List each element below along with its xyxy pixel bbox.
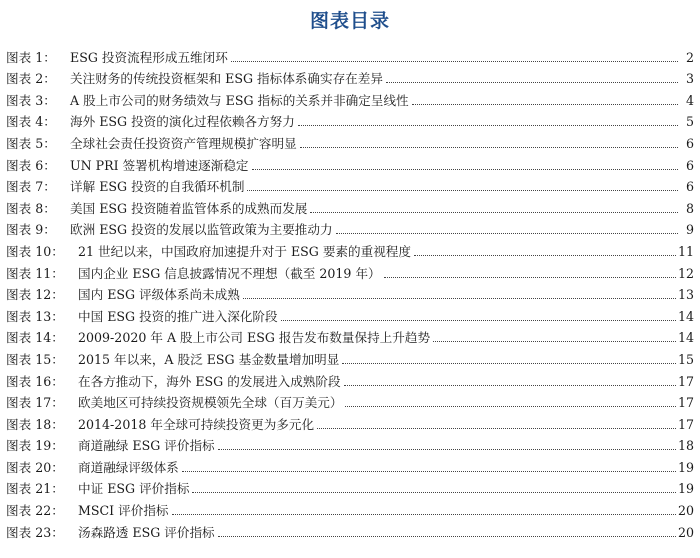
entry-page-number: 6 (685, 157, 694, 173)
entry-title: MSCI 评价指标 (78, 503, 169, 519)
entry-label: 图表 4： (6, 114, 56, 130)
entry-label: 图表 8： (6, 200, 56, 216)
toc-entry[interactable] (6, 44, 694, 66)
entry-label: 图表 14： (6, 330, 64, 346)
entry-title: 21 世纪以来，中国政府加速提升对于 ESG 要素的重视程度 (78, 243, 411, 259)
entry-title: 国内企业 ESG 信息披露情况不理想（截至 2019 年） (78, 265, 381, 281)
entry-title: 国内 ESG 评级体系尚未成熟 (78, 287, 240, 303)
toc-entry[interactable] (6, 66, 694, 88)
dot-leader (298, 125, 678, 126)
toc-entry[interactable] (6, 519, 694, 541)
entry-title: 中证 ESG 评价指标 (78, 481, 190, 497)
dot-leader (336, 233, 678, 234)
entry-title: 欧美地区可持续投资规模领先全球（百万美元） (78, 395, 343, 411)
entry-label: 图表 22： (6, 503, 64, 519)
dot-leader (172, 514, 676, 515)
dot-leader (247, 190, 678, 191)
entry-page-number: 2 (685, 49, 694, 65)
entry-page-number: 20 (677, 524, 694, 540)
dot-leader (384, 277, 676, 278)
entry-label: 图表 23： (6, 524, 64, 540)
entry-title: 详解 ESG 投资的自我循环机制 (70, 179, 245, 195)
dot-leader (300, 147, 678, 148)
entry-page-number: 14 (677, 330, 694, 346)
dot-leader (182, 471, 676, 472)
entry-label: 图表 16： (6, 373, 64, 389)
entry-page-number: 14 (677, 308, 694, 324)
toc-entry[interactable] (6, 390, 694, 412)
entry-label: 图表 12： (6, 287, 64, 303)
entry-label: 图表 13： (6, 308, 64, 324)
dot-leader (345, 406, 676, 407)
toc-entry[interactable] (6, 433, 694, 455)
toc-entry[interactable] (6, 303, 694, 325)
toc-entry[interactable] (6, 411, 694, 433)
entry-label: 图表 15： (6, 351, 64, 367)
entry-page-number: 19 (677, 459, 694, 475)
entry-page-number: 17 (677, 416, 694, 432)
dot-leader (317, 428, 676, 429)
entry-page-number: 13 (677, 287, 694, 303)
toc-entry[interactable] (6, 195, 694, 217)
toc-entry[interactable] (6, 454, 694, 476)
entry-label: 图表 21： (6, 481, 64, 497)
entry-page-number: 12 (677, 265, 694, 281)
dot-leader (218, 449, 676, 450)
dot-leader (231, 61, 678, 62)
toc-entry[interactable] (6, 497, 694, 519)
entry-page-number: 17 (677, 373, 694, 389)
entry-page-number: 19 (677, 481, 694, 497)
entry-label: 图表 9： (6, 222, 56, 238)
entry-page-number: 5 (685, 114, 694, 130)
page-title: 图表目录 (309, 10, 390, 32)
entry-title: 关注财务的传统投资框架和 ESG 指标体系确实存在差异 (70, 71, 383, 87)
entry-label: 图表 18： (6, 416, 64, 432)
toc-list (6, 44, 694, 541)
entry-page-number: 6 (685, 135, 694, 151)
entry-label: 图表 1： (6, 49, 56, 65)
entry-title: 全球社会责任投资资产管理规模扩容明显 (70, 135, 297, 151)
toc-entry[interactable] (6, 174, 694, 196)
entry-label: 图表 7： (6, 179, 56, 195)
entry-label: 图表 17： (6, 395, 64, 411)
entry-title: 欧洲 ESG 投资的发展以监管政策为主要推动力 (70, 222, 333, 238)
entry-page-number: 15 (677, 351, 694, 367)
toc-entry[interactable] (6, 346, 694, 368)
entry-page-number: 8 (685, 200, 694, 216)
entry-title: ESG 投资流程形成五维闭环 (70, 49, 228, 65)
dot-leader (252, 169, 678, 170)
toc-entry[interactable] (6, 217, 694, 239)
entry-title: 2015 年以来，A 股泛 ESG 基金数量增加明显 (78, 351, 340, 367)
entry-label: 图表 19： (6, 438, 64, 454)
dot-leader (414, 255, 676, 256)
dot-leader (281, 320, 676, 321)
entry-title: 汤森路透 ESG 评价指标 (78, 524, 215, 540)
dot-leader (342, 363, 676, 364)
dot-leader (192, 492, 676, 493)
entry-title: 商道融绿 ESG 评价指标 (78, 438, 215, 454)
entry-title: 美国 ESG 投资随着监管体系的成熟而发展 (70, 200, 308, 216)
entry-label: 图表 10： (6, 243, 64, 259)
dot-leader (310, 212, 678, 213)
toc-entry[interactable] (6, 109, 694, 131)
entry-label: 图表 3： (6, 92, 56, 108)
entry-page-number: 3 (685, 71, 694, 87)
entry-page-number: 17 (677, 395, 694, 411)
entry-title: 商道融绿评级体系 (78, 459, 179, 475)
dot-leader (243, 298, 676, 299)
entry-page-number: 11 (677, 243, 694, 259)
entry-title: 中国 ESG 投资的推广进入深化阶段 (78, 308, 278, 324)
entry-page-number: 6 (685, 179, 694, 195)
toc-entry[interactable] (6, 87, 694, 109)
entry-title: 海外 ESG 投资的演化过程依赖各方努力 (70, 114, 295, 130)
dot-leader (433, 341, 676, 342)
entry-title: 2014-2018 年全球可持续投资更为多元化 (78, 416, 315, 432)
toc-entry[interactable] (6, 368, 694, 390)
entry-label: 图表 6： (6, 157, 56, 173)
dot-leader (218, 536, 676, 537)
toc-entry[interactable] (6, 130, 694, 152)
entry-page-number: 9 (685, 222, 694, 238)
entry-label: 图表 20： (6, 459, 64, 475)
entry-title: A 股上市公司的财务绩效与 ESG 指标的关系并非确定呈线性 (70, 92, 409, 108)
toc-entry[interactable] (6, 260, 694, 282)
entry-label: 图表 5： (6, 135, 56, 151)
toc-entry[interactable] (6, 325, 694, 347)
toc-entry[interactable] (6, 152, 694, 174)
toc-entry[interactable] (6, 238, 694, 260)
entry-title: 在各方推动下，海外 ESG 的发展进入成熟阶段 (78, 373, 341, 389)
entry-page-number: 18 (677, 438, 694, 454)
toc-entry[interactable] (6, 476, 694, 498)
entry-page-number: 20 (677, 503, 694, 519)
entry-title: UN PRI 签署机构增速逐渐稳定 (70, 157, 249, 173)
entry-title: 2009-2020 年 A 股上市公司 ESG 报告发布数量保持上升趋势 (78, 330, 431, 346)
dot-leader (412, 104, 678, 105)
toc-entry[interactable] (6, 282, 694, 304)
dot-leader (386, 82, 678, 83)
entry-label: 图表 11： (6, 265, 64, 281)
dot-leader (344, 385, 676, 386)
entry-page-number: 4 (685, 92, 694, 108)
entry-label: 图表 2： (6, 71, 56, 87)
